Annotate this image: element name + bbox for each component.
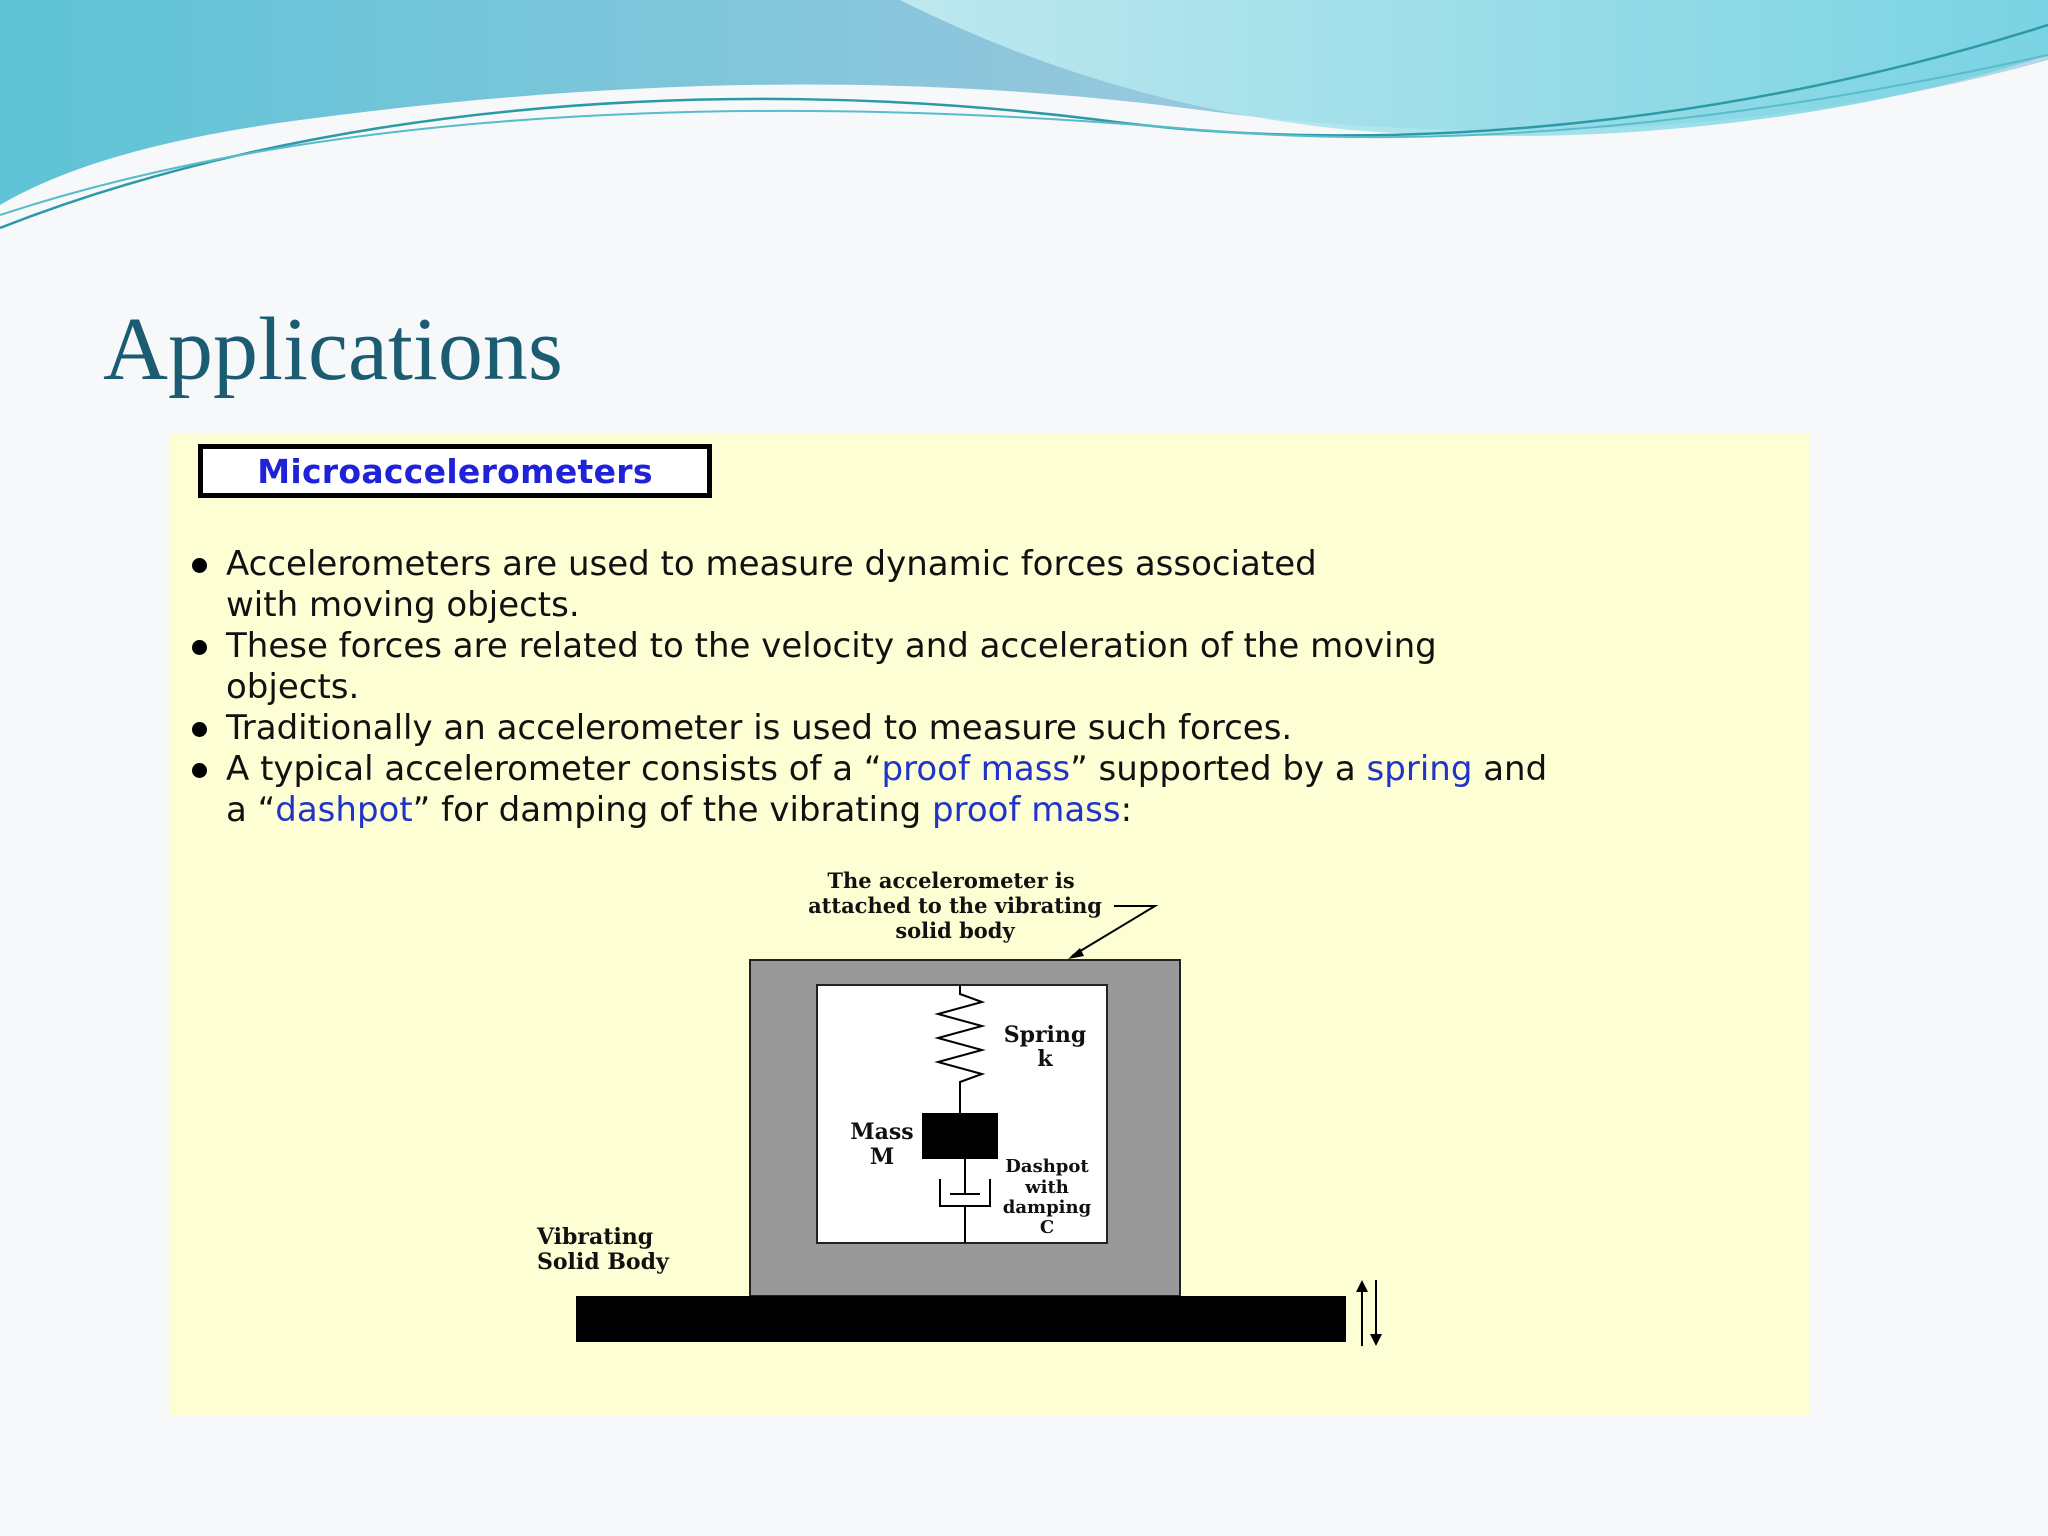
spring-constant-label: k <box>1037 1046 1053 1072</box>
highlighted-term: proof mass <box>881 749 1071 789</box>
callout-line: solid body <box>895 918 1015 943</box>
highlighted-term: proof mass <box>932 790 1121 830</box>
mass-symbol-label: M <box>869 1144 895 1170</box>
base-label: Vibrating <box>537 1224 654 1250</box>
section-heading: Microaccelerometers <box>257 451 653 491</box>
highlighted-term: dashpot <box>275 790 413 830</box>
dashpot-label: with <box>1025 1177 1069 1198</box>
spring-label: Spring <box>1003 1022 1087 1048</box>
header-wave-decoration <box>0 0 2048 240</box>
damping-constant-label: C <box>1039 1217 1055 1238</box>
callout-line: attached to the vibrating <box>808 893 1102 918</box>
content-panel <box>170 434 1810 1416</box>
vibration-arrows-icon <box>1356 1280 1382 1346</box>
base-label: Solid Body <box>537 1249 669 1275</box>
bullet-item: These forces are related to the velocity and acceleration of the moving objects. <box>192 626 1792 708</box>
bullet-item: Accelerometers are used to measure dynamic forces associated with moving objects. <box>192 544 1792 626</box>
highlighted-term: spring <box>1366 749 1473 789</box>
bullet-item: Traditionally an accelerometer is used to measure such forces. <box>192 708 1792 749</box>
highlighted-line: A typical accelerometer consists of a “proof mass” supported by a spring and <box>226 749 1548 789</box>
dashpot-label: damping <box>1002 1197 1092 1218</box>
highlighted-line: a “dashpot” for damping of the vibrating proof mass: <box>226 790 1133 830</box>
proof-mass <box>922 1113 998 1159</box>
callout-line: The accelerometer is <box>827 868 1075 893</box>
mass-label: Mass <box>850 1119 914 1145</box>
accelerometer-diagram <box>170 434 1810 1416</box>
slide-title: Applications <box>103 300 563 399</box>
dashpot-label: Dashpot <box>1005 1156 1089 1177</box>
vibrating-body <box>576 1296 1346 1342</box>
